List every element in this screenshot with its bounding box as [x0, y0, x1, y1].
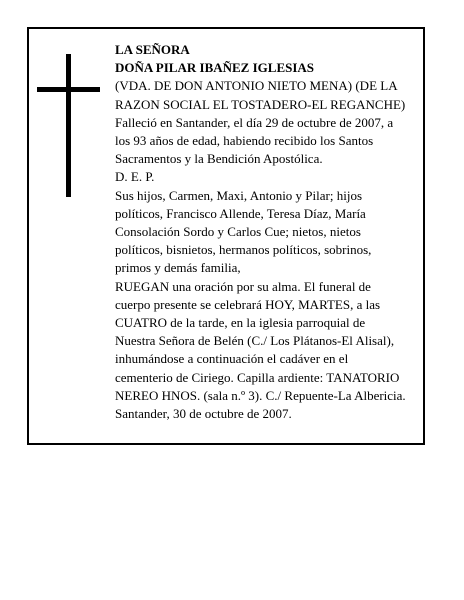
obituary-text [115, 41, 421, 423]
notice-line: Consolación Sordo y Carlos Cue; nietos, nietos [115, 224, 361, 240]
notice-heading: LA SEÑORA [115, 42, 190, 57]
notice-line: Sus hijos, Carmen, Maxi, Antonio y Pilar; hijos [115, 187, 363, 203]
notice-line: CUATRO de la tarde, en la iglesia parroquial de [115, 315, 366, 331]
notice-line: NEREO HNOS. (sala n.º 3). C./ Repuente-La Albericia. [115, 387, 406, 403]
notice-line: políticos, Francisco Allende, Teresa Díaz, María [115, 205, 366, 221]
notice-line: RUEGAN una oración por su alma. El funeral de [115, 278, 371, 294]
notice-line: cementerio de Ciriego. Capilla ardiente: TANATORIO [115, 369, 400, 385]
notice-line: RAZON SOCIAL EL TOSTADERO-EL REGANCHE) [115, 96, 406, 112]
cross-horizontal-bar [37, 87, 100, 92]
cross-vertical-bar [66, 54, 71, 197]
notice-line: Sacramentos y la Bendición Apostólica. [115, 151, 323, 167]
deceased-name: DOÑA PILAR IBAÑEZ IGLESIAS [115, 60, 315, 76]
notice-line: los 93 años de edad, habiendo recibido los Santos [115, 133, 374, 149]
notice-line: cuerpo presente se celebrará HOY, MARTES, a las [115, 296, 381, 312]
notice-line: políticos, bisnietos, hermanos políticos, sobrinos, [115, 242, 372, 258]
notice-line: Falleció en Santander, el día 29 de octubre de 2007, a [115, 114, 394, 130]
notice-line: D. E. P. [115, 169, 155, 185]
notice-line: primos y demás familia, [115, 260, 241, 276]
notice-line: Santander, 30 de octubre de 2007. [115, 406, 292, 422]
cross-icon [37, 54, 100, 197]
notice-line: (VDA. DE DON ANTONIO NIETO MENA) (DE LA [115, 78, 398, 94]
notice-line: Nuestra Señora de Belén (C./ Los Plátanos-El Alisal), [115, 333, 395, 349]
notice-line: inhumándose a continuación el cadáver en el [115, 351, 349, 367]
